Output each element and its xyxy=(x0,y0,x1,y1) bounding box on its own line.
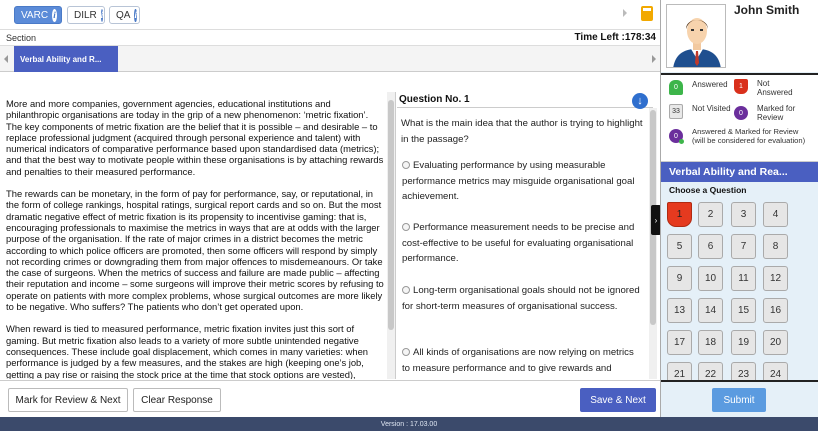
option-text: Evaluating performance by using measurable performance metrics may misguide organisational goal achievement. xyxy=(402,160,635,203)
radio-button[interactable] xyxy=(402,223,410,231)
question-button[interactable]: 11 xyxy=(731,266,756,291)
question-number: Question No. 1 xyxy=(399,94,470,105)
legend-label: Answered & Marked for Review (will be considered for evaluation) xyxy=(692,127,806,145)
question-button[interactable]: 12 xyxy=(763,266,788,291)
info-icon[interactable]: i xyxy=(53,10,56,20)
section-tab-label: QA xyxy=(116,9,131,21)
passage-scrollbar-thumb[interactable] xyxy=(388,100,394,330)
legend-label: Answered xyxy=(692,80,728,89)
question-button[interactable]: 13 xyxy=(667,298,692,323)
question-button[interactable]: 8 xyxy=(763,234,788,259)
section-bar xyxy=(0,30,660,46)
answered-icon: 0 xyxy=(669,80,683,95)
section-tab-dilr[interactable] xyxy=(67,6,105,24)
question-button[interactable]: 22 xyxy=(698,362,723,380)
legend-label: Not Visited xyxy=(692,104,731,113)
choose-question-label: Choose a Question xyxy=(669,185,747,195)
question-text: What is the main idea that the author is trying to highlight in the passage? xyxy=(401,118,643,145)
divider xyxy=(661,380,818,382)
question-button[interactable]: 24 xyxy=(763,362,788,380)
answer-option[interactable] xyxy=(402,158,642,205)
question-button[interactable]: 1 xyxy=(667,202,692,227)
tab-verbal-ability[interactable]: Verbal Ability and R... xyxy=(14,46,118,72)
question-button[interactable]: 3 xyxy=(731,202,756,227)
question-button[interactable]: 14 xyxy=(698,298,723,323)
legend-label: Not Answered xyxy=(757,79,793,97)
section-tab-varc[interactable] xyxy=(14,6,62,24)
radio-button[interactable] xyxy=(402,286,410,294)
question-button[interactable]: 10 xyxy=(698,266,723,291)
info-icon[interactable]: i xyxy=(134,10,137,20)
submit-button[interactable]: Submit xyxy=(712,388,766,412)
question-button[interactable]: 2 xyxy=(698,202,723,227)
answer-option[interactable] xyxy=(402,220,642,267)
tabs-scroll-right-icon[interactable] xyxy=(623,9,627,17)
question-palette xyxy=(661,196,818,380)
clear-response-button[interactable]: Clear Response xyxy=(133,388,221,412)
question-button[interactable]: 17 xyxy=(667,330,692,355)
legend-label: Marked for Review xyxy=(757,104,796,122)
scroll-down-icon[interactable]: ↓ xyxy=(632,93,648,109)
question-header xyxy=(397,92,653,108)
mark-review-next-button[interactable]: Mark for Review & Next xyxy=(8,388,128,412)
not-visited-icon: 33 xyxy=(669,104,683,119)
chevron-right-icon[interactable] xyxy=(652,55,656,63)
question-button[interactable]: 15 xyxy=(731,298,756,323)
radio-button[interactable] xyxy=(402,161,410,169)
question-button[interactable]: 16 xyxy=(763,298,788,323)
info-icon[interactable]: i xyxy=(100,10,104,20)
not-answered-icon: 1 xyxy=(734,79,748,94)
collapse-panel-icon[interactable]: › xyxy=(651,205,661,235)
option-text: All kinds of organisations are now relying on metrics to measure performance and to give rewards and xyxy=(402,347,634,374)
section-tab-qa[interactable] xyxy=(109,6,140,24)
question-button[interactable]: 20 xyxy=(763,330,788,355)
passage-pane xyxy=(0,92,396,379)
subject-tab-bar xyxy=(0,46,660,72)
version-footer: Version : 17.03.00 xyxy=(0,417,818,431)
marked-review-icon: 0 xyxy=(734,106,748,120)
answer-option[interactable] xyxy=(402,283,642,314)
passage-text xyxy=(0,92,395,379)
question-button[interactable]: 4 xyxy=(763,202,788,227)
passage-paragraph: The rewards can be monetary, in the form of pay for performance, say, or reputational, in the form of college rankings, hospital ratings, surgical report cards and so on. But the most dramatic negative effect of metric fixation is its propensity to incentivise gaming: that is, encouraging professionals to maximise the metrics in ways that are at odds with the larger purpose of the organisation. If the rate of major crimes in a district becomes the metric according to which police officers are promoted, then some officers will respond by simply not recording crimes or downgrading them from major offences to misdemeanours. Or take the case of surgeons. When the metrics of success and failure are made public – affecting their reputation and income – some surgeons will improve their metric scores by refusing to operate on patients with more complex problems, whose surgical outcomes are more likely to be negative. Who suffers? The patients who don’t get operated upon. xyxy=(6,188,384,313)
question-button[interactable]: 5 xyxy=(667,234,692,259)
save-next-button[interactable]: Save & Next xyxy=(580,388,656,412)
question-button[interactable]: 23 xyxy=(731,362,756,380)
passage-paragraph: More and more companies, government agencies, educational institutions and philanthropic organisations are today in the grip of a new phenomenon: ‘metric fixation’. The key components of metric fixation are the belief that it is possible – and desirable – to replace professional judgment (acquired through personal experience and talent) with numerical indicators of comparative performance based upon standardised data (metrics); and that the best way to motivate people within these organisations is by attaching rewards and penalties to their measured performance. xyxy=(6,98,384,177)
question-button[interactable]: 19 xyxy=(731,330,756,355)
section-tab-label: DILR xyxy=(74,9,97,21)
answered-marked-icon: 0 xyxy=(669,129,683,143)
time-left: Time Left :178:34 xyxy=(574,32,656,43)
passage-paragraph: When reward is tied to measured performance, metric fixation invites just this sort of gaming. But metric fixation also leads to a variety of more subtle unintended negative consequences. These include goal displacement, which comes in many varieties: when performance is judged by a few measures, and the stakes are high (keeping one’s job, getting a pay rise or raising the stock price at the time that stock options are vested), xyxy=(6,323,369,379)
user-name: John Smith xyxy=(734,3,800,17)
section-tab-label: VARC xyxy=(21,9,49,21)
question-button[interactable]: 9 xyxy=(667,266,692,291)
question-button[interactable]: 7 xyxy=(731,234,756,259)
chevron-left-icon[interactable] xyxy=(4,55,8,63)
option-text: Long-term organisational goals should not be ignored for short-term measures of organisational success. xyxy=(402,285,640,312)
question-button[interactable]: 21 xyxy=(667,362,692,380)
question-button[interactable]: 6 xyxy=(698,234,723,259)
section-label: Section xyxy=(6,33,37,43)
answer-option[interactable] xyxy=(402,345,642,378)
radio-button[interactable] xyxy=(402,348,410,356)
calculator-icon[interactable] xyxy=(641,6,653,21)
question-button[interactable]: 18 xyxy=(698,330,723,355)
option-text: Performance measurement needs to be precise and cost-effective to be useful for evaluating organisational performance. xyxy=(402,222,635,265)
avatar xyxy=(666,4,726,68)
palette-title: Verbal Ability and Rea... xyxy=(661,162,818,182)
